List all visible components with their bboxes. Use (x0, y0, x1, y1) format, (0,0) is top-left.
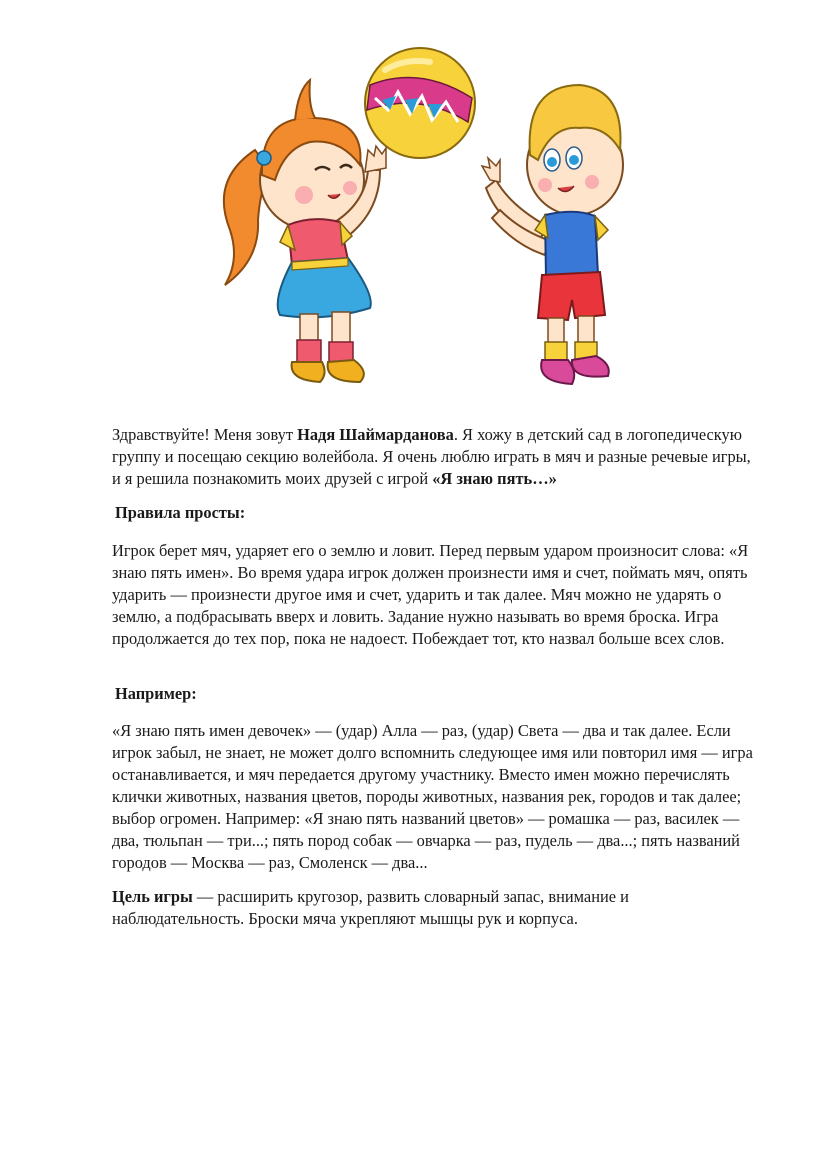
author-name: Надя Шаймарданова (297, 425, 454, 444)
example-paragraph (112, 720, 762, 874)
goal-label: Цель игры (112, 887, 193, 906)
example-heading: Например: (115, 684, 197, 703)
children-playing-ball-illustration (200, 30, 640, 395)
example-text: «Я знаю пять имен девочек» — (удар) Алла — раз, (удар) Света — два и так далее. Если игрок забыл, не знает, не может долго вспомнить следующее имя или повторил имя — игра останавливается, и мяч передается другому участнику. Вместо имен можно перечислять клички животных, названия цветов, породы животных, названия рек, городов и так далее; выбор огромен. Например: «Я знаю пять названий цветов» — ромашка — раз, василек — два, тюльпан — три...; пять пород собак — овчарка — раз, пудель — два...; пять названий городов — Москва — раз, Смоленск — два... (112, 721, 753, 872)
rules-text: Игрок берет мяч, ударяет его о землю и ловит. Перед первым ударом произносит слова: «Я знаю пять имен». Во время удара игрок должен произнести имя и счет, поймать мяч, опять ударить — произнести другое имя и счет, ударить и так далее. Мяч можно не ударять о землю, а подбрасывать вверх и ловить. Задание нужно называть во время броска. Игра продолжается до тех пор, пока не надоест. Побеждает тот, кто назвал больше всех слов. (112, 541, 749, 648)
goal-text: — расширить кругозор, развить словарный запас, внимание и наблюдательность. Броски мяча укрепляют мышцы рук и корпуса. (112, 887, 629, 928)
intro-text-start: Здравствуйте! Меня зовут (112, 425, 298, 444)
girl-figure (224, 80, 386, 382)
intro-paragraph (112, 424, 762, 490)
ball-icon (365, 48, 475, 158)
boy-figure (482, 85, 623, 384)
rules-heading: Правила просты: (115, 503, 246, 522)
rules-paragraph (112, 540, 762, 650)
goal-paragraph (112, 886, 762, 930)
game-title: «Я знаю пять…» (432, 469, 557, 488)
intro-text-middle: . Я хожу в детский сад в логопедическую группу и посещаю секцию волейбола. Я очень люблю играть в мяч и разные речевые игры, и я решила познакомить моих друзей с игрой (112, 425, 751, 488)
